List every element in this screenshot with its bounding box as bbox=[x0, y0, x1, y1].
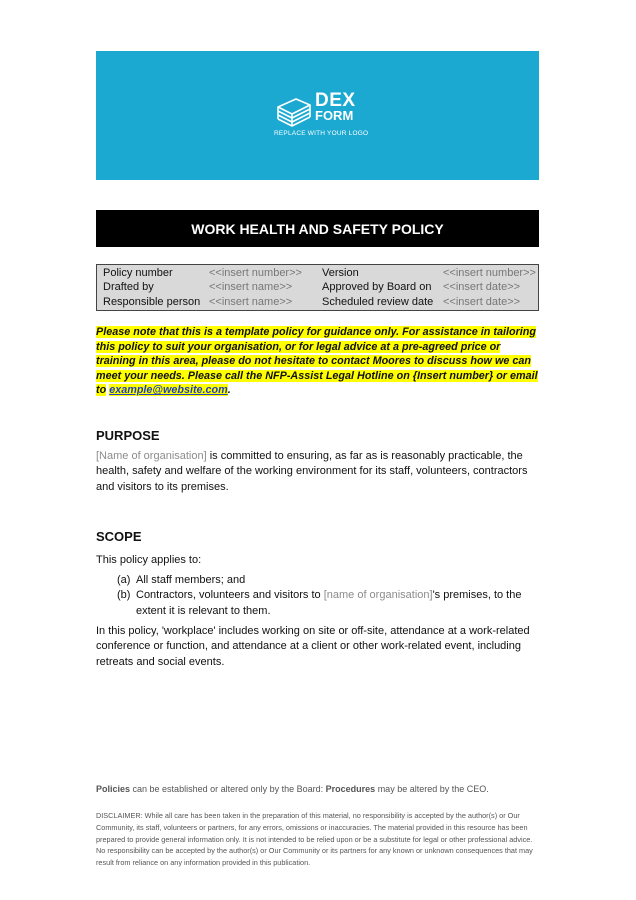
email-link[interactable]: example@website.com bbox=[109, 384, 228, 397]
drafted-by-label: Drafted by bbox=[103, 281, 154, 294]
approved-value: <<insert date>> bbox=[443, 281, 521, 294]
logo-bottom-text: FORM bbox=[315, 108, 354, 123]
procedures-word: Procedures bbox=[325, 784, 376, 794]
approved-label: Approved by Board on bbox=[322, 281, 432, 294]
responsible-person-label: Responsible person bbox=[103, 295, 201, 308]
notice-end: . bbox=[227, 384, 231, 397]
document-title: WORK HEALTH AND SAFETY POLICY bbox=[96, 210, 539, 247]
list-item-post: 's premises, to the extent it is relevant to them. bbox=[136, 589, 522, 617]
template-notice bbox=[96, 325, 541, 398]
list-item-text: All staff members; and bbox=[136, 574, 246, 586]
footer-policies-note bbox=[96, 784, 541, 794]
procedures-text: may be altered by the CEO. bbox=[375, 784, 489, 794]
review-date-label: Scheduled review date bbox=[322, 295, 434, 308]
scope-list bbox=[117, 573, 537, 619]
table-row bbox=[103, 280, 538, 294]
workplace-paragraph: In this policy, 'workplace' includes working on site or off-site, attendance at a work-related conference or function, and attendance at a client or other work-related event, including retreats and social events. bbox=[96, 625, 530, 668]
version-label: Version bbox=[322, 267, 359, 279]
policies-word: Policies bbox=[96, 784, 131, 794]
drafted-by-value: <<insert name>> bbox=[209, 281, 293, 294]
responsible-person-value: <<insert name>> bbox=[209, 295, 293, 308]
paper-stack-icon bbox=[274, 93, 314, 131]
org-placeholder: [Name of organisation] bbox=[96, 450, 207, 462]
list-marker: (a) bbox=[117, 574, 131, 586]
logo-top-text: DEX bbox=[315, 90, 356, 111]
table-row bbox=[103, 266, 538, 280]
purpose-text: is committed to ensuring, as far as is reasonably practicable, the health, safety and welfare of the working environment for its staff, volunteers, contractors and visitors to its premises. bbox=[96, 450, 528, 493]
list-item-text bbox=[136, 588, 537, 619]
review-date-value: <<insert date>> bbox=[443, 295, 521, 308]
policies-text: can be established or altered only by the Board: bbox=[130, 784, 326, 794]
notice-text: Please note that this is a template policy for guidance only. For assistance in tailoring this policy to suit your organisation, or for legal advice at a pre-agreed price or training in this area, please do not hesitate to contact Moores to discuss how we can meet your needs. Please call the NFP-Assist Legal Hotline on {Insert number} or email to bbox=[96, 326, 538, 397]
disclaimer: DISCLAIMER: While all care has been taken in the preparation of this material, no responsibility is accepted by the author(s) or Our Community, its staff, volunteers or partners, for any errors, omissions or inaccuracies. The material provided in this resource has been prepared to provide general information only. It is not intended to be relied upon or be a substitute for legal or other professional advice. No responsibility can be accepted by the author(s) or Our Community or its partners for any known or unknown consequences that may result from reliance on any information provided in this publication. bbox=[96, 811, 533, 868]
policy-info-table bbox=[96, 264, 539, 311]
list-marker: (b) bbox=[117, 589, 131, 602]
logo-tagline: REPLACE WITH YOUR LOGO bbox=[274, 130, 369, 137]
version-value: <<insert number>> bbox=[443, 267, 536, 279]
org-placeholder: [name of organisation] bbox=[323, 589, 433, 602]
scope-heading: SCOPE bbox=[96, 529, 142, 544]
table-row bbox=[103, 295, 538, 309]
list-item-pre: Contractors, volunteers and visitors to bbox=[136, 589, 324, 602]
logo-banner bbox=[96, 51, 539, 180]
policy-number-label: Policy number bbox=[103, 267, 173, 279]
purpose-paragraph bbox=[96, 449, 541, 495]
policy-number-value: <<insert number>> bbox=[209, 267, 302, 279]
list-item bbox=[117, 573, 537, 588]
purpose-heading: PURPOSE bbox=[96, 428, 160, 443]
list-item bbox=[117, 588, 537, 619]
scope-intro: This policy applies to: bbox=[96, 554, 202, 566]
